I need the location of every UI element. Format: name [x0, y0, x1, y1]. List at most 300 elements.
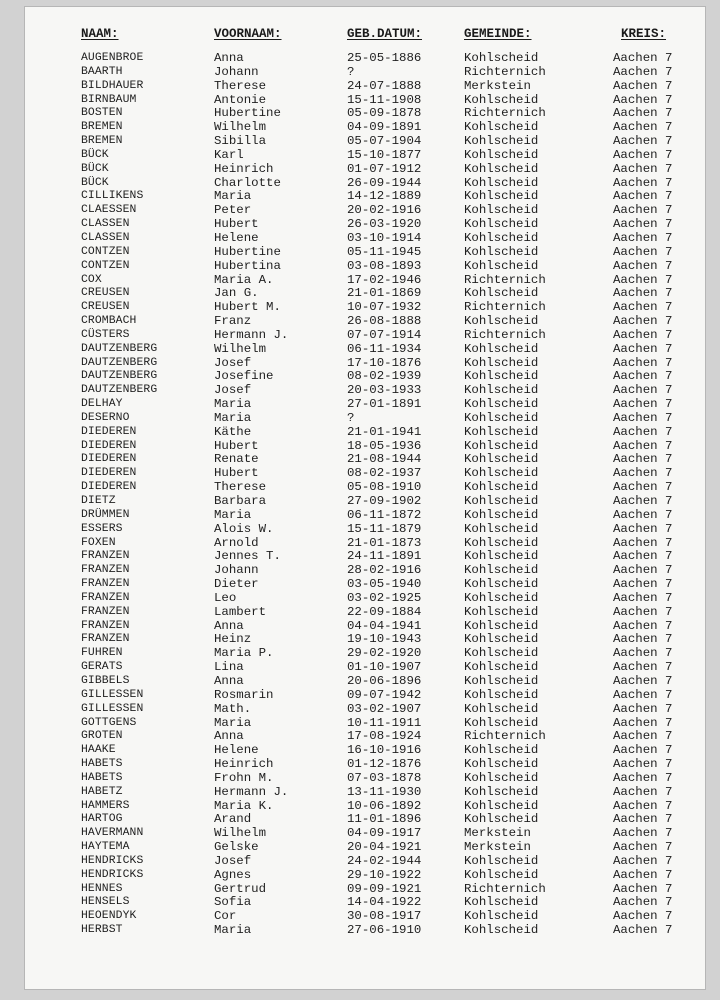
cell-gemeinde: Kohlscheid — [464, 230, 539, 245]
table-row — [25, 841, 705, 855]
cell-gemeinde: Kohlscheid — [464, 812, 539, 827]
table-row — [25, 606, 705, 620]
cell-geb-datum: 05-11-1945 — [347, 244, 422, 259]
cell-kreis: Aachen 7 — [613, 660, 673, 675]
cell-voornaam: Helene — [214, 230, 259, 245]
table-row — [25, 827, 705, 841]
cell-geb-datum: 10-07-1932 — [347, 300, 422, 315]
cell-voornaam: Maria — [214, 397, 252, 412]
table-row — [25, 703, 705, 717]
cell-kreis: Aachen 7 — [613, 618, 673, 633]
table-row — [25, 550, 705, 564]
cell-kreis: Aachen 7 — [613, 853, 673, 868]
cell-naam: FRANZEN — [81, 564, 130, 577]
cell-voornaam: Jennes T. — [214, 549, 281, 564]
cell-geb-datum: 05-09-1878 — [347, 106, 422, 121]
cell-voornaam: Arand — [214, 812, 252, 827]
cell-kreis: Aachen 7 — [613, 881, 673, 896]
table-row — [25, 855, 705, 869]
cell-kreis: Aachen 7 — [613, 92, 673, 107]
cell-geb-datum: 08-02-1937 — [347, 466, 422, 481]
cell-gemeinde: Kohlscheid — [464, 784, 539, 799]
cell-geb-datum: 26-08-1888 — [347, 314, 422, 329]
cell-geb-datum: 07-07-1914 — [347, 327, 422, 342]
cell-kreis: Aachen 7 — [613, 826, 673, 841]
cell-gemeinde: Kohlscheid — [464, 189, 539, 204]
table-row — [25, 772, 705, 786]
cell-naam: DIEDEREN — [81, 467, 137, 480]
cell-gemeinde: Merkstein — [464, 840, 531, 855]
cell-geb-datum: 21-08-1944 — [347, 452, 422, 467]
cell-gemeinde: Kohlscheid — [464, 92, 539, 107]
table-row — [25, 620, 705, 634]
cell-geb-datum: 06-11-1872 — [347, 507, 422, 522]
cell-voornaam: Anna — [214, 618, 244, 633]
cell-naam: FRANZEN — [81, 578, 130, 591]
cell-naam: BÜCK — [81, 162, 109, 175]
table-row — [25, 107, 705, 121]
cell-geb-datum: 24-02-1944 — [347, 853, 422, 868]
cell-gemeinde: Kohlscheid — [464, 757, 539, 772]
table-row — [25, 177, 705, 191]
cell-geb-datum: 09-09-1921 — [347, 881, 422, 896]
cell-naam: HERBST — [81, 924, 123, 937]
cell-naam: HABETS — [81, 758, 123, 771]
table-row — [25, 924, 705, 938]
cell-voornaam: Jan G. — [214, 286, 259, 301]
cell-kreis: Aachen 7 — [613, 701, 673, 716]
cell-geb-datum: 09-07-1942 — [347, 687, 422, 702]
table-row — [25, 232, 705, 246]
cell-naam: CÜSTERS — [81, 328, 130, 341]
cell-gemeinde: Kohlscheid — [464, 355, 539, 370]
cell-gemeinde: Kohlscheid — [464, 895, 539, 910]
cell-kreis: Aachen 7 — [613, 175, 673, 190]
cell-gemeinde: Kohlscheid — [464, 853, 539, 868]
cell-naam: HABETZ — [81, 785, 123, 798]
cell-naam: BÜCK — [81, 148, 109, 161]
cell-voornaam: Rosmarin — [214, 687, 274, 702]
cell-kreis: Aachen 7 — [613, 147, 673, 162]
cell-geb-datum: 10-06-1892 — [347, 798, 422, 813]
cell-geb-datum: 21-01-1869 — [347, 286, 422, 301]
cell-geb-datum: 27-06-1910 — [347, 923, 422, 938]
cell-kreis: Aachen 7 — [613, 203, 673, 218]
cell-geb-datum: 04-09-1917 — [347, 826, 422, 841]
cell-gemeinde: Richternich — [464, 729, 546, 744]
cell-gemeinde: Kohlscheid — [464, 923, 539, 938]
cell-naam: DAUTZENBERG — [81, 370, 158, 383]
cell-voornaam: Maria — [214, 507, 252, 522]
cell-geb-datum: 20-06-1896 — [347, 673, 422, 688]
cell-gemeinde: Kohlscheid — [464, 161, 539, 176]
table-row — [25, 661, 705, 675]
table-row — [25, 675, 705, 689]
cell-geb-datum: 04-04-1941 — [347, 618, 422, 633]
header-geb-datum: GEB.DATUM: — [347, 27, 423, 41]
cell-kreis: Aachen 7 — [613, 632, 673, 647]
cell-gemeinde: Kohlscheid — [464, 673, 539, 688]
cell-kreis: Aachen 7 — [613, 507, 673, 522]
cell-kreis: Aachen 7 — [613, 729, 673, 744]
cell-voornaam: Maria — [214, 923, 252, 938]
cell-voornaam: Wilhelm — [214, 341, 267, 356]
cell-voornaam: Wilhelm — [214, 826, 267, 841]
cell-naam: AUGENBROE — [81, 52, 144, 64]
table-row — [25, 52, 705, 66]
cell-naam: FRANZEN — [81, 619, 130, 632]
table-row — [25, 190, 705, 204]
cell-geb-datum: 29-02-1920 — [347, 646, 422, 661]
table-body — [25, 52, 705, 938]
cell-gemeinde: Kohlscheid — [464, 604, 539, 619]
table-row — [25, 564, 705, 578]
cell-geb-datum: 13-11-1930 — [347, 784, 422, 799]
table-row — [25, 758, 705, 772]
cell-naam: GIBBELS — [81, 674, 130, 687]
cell-gemeinde: Kohlscheid — [464, 175, 539, 190]
cell-naam: DAUTZENBERG — [81, 356, 158, 369]
cell-gemeinde: Kohlscheid — [464, 217, 539, 232]
cell-naam: GILLESSEN — [81, 688, 144, 701]
table-row — [25, 592, 705, 606]
cell-gemeinde: Kohlscheid — [464, 120, 539, 135]
cell-voornaam: Hubertine — [214, 106, 281, 121]
cell-gemeinde: Kohlscheid — [464, 314, 539, 329]
cell-gemeinde: Richternich — [464, 881, 546, 896]
cell-naam: DIEDEREN — [81, 425, 137, 438]
table-row — [25, 537, 705, 551]
cell-kreis: Aachen 7 — [613, 895, 673, 910]
cell-gemeinde: Kohlscheid — [464, 618, 539, 633]
table-row — [25, 135, 705, 149]
cell-gemeinde: Kohlscheid — [464, 660, 539, 675]
cell-naam: DRÜMMEN — [81, 508, 130, 521]
cell-voornaam: Josefine — [214, 369, 274, 384]
cell-geb-datum: 26-09-1944 — [347, 175, 422, 190]
table-row — [25, 412, 705, 426]
cell-naam: BILDHAUER — [81, 79, 144, 92]
cell-voornaam: Anna — [214, 729, 244, 744]
cell-kreis: Aachen 7 — [613, 867, 673, 882]
table-row — [25, 453, 705, 467]
cell-gemeinde: Kohlscheid — [464, 51, 539, 65]
cell-gemeinde: Richternich — [464, 106, 546, 121]
cell-kreis: Aachen 7 — [613, 549, 673, 564]
cell-kreis: Aachen 7 — [613, 590, 673, 605]
cell-gemeinde: Kohlscheid — [464, 369, 539, 384]
cell-voornaam: Maria K. — [214, 798, 274, 813]
table-row — [25, 426, 705, 440]
cell-naam: HENDRICKS — [81, 854, 144, 867]
cell-geb-datum: 28-02-1916 — [347, 563, 422, 578]
cell-gemeinde: Kohlscheid — [464, 687, 539, 702]
cell-naam: CREUSEN — [81, 301, 130, 314]
cell-naam: FUHREN — [81, 647, 123, 660]
cell-voornaam: Lambert — [214, 604, 267, 619]
cell-voornaam: Alois W. — [214, 521, 274, 536]
cell-geb-datum: 30-08-1917 — [347, 909, 422, 924]
cell-geb-datum: 18-05-1936 — [347, 438, 422, 453]
cell-naam: HARTOG — [81, 813, 123, 826]
cell-kreis: Aachen 7 — [613, 687, 673, 702]
cell-gemeinde: Richternich — [464, 64, 546, 79]
table-row — [25, 80, 705, 94]
cell-naam: GROTEN — [81, 730, 123, 743]
cell-geb-datum: 03-08-1893 — [347, 258, 422, 273]
table-row — [25, 869, 705, 883]
cell-gemeinde: Kohlscheid — [464, 203, 539, 218]
table-row — [25, 315, 705, 329]
cell-naam: BAARTH — [81, 65, 123, 78]
cell-voornaam: Hubert — [214, 438, 259, 453]
cell-naam: HENDRICKS — [81, 868, 144, 881]
cell-kreis: Aachen 7 — [613, 424, 673, 439]
header-naam: NAAM: — [81, 27, 119, 41]
cell-naam: ESSERS — [81, 522, 123, 535]
table-row — [25, 66, 705, 80]
table-row — [25, 717, 705, 731]
cell-gemeinde: Kohlscheid — [464, 535, 539, 550]
cell-geb-datum: 19-10-1943 — [347, 632, 422, 647]
cell-voornaam: Heinrich — [214, 757, 274, 772]
cell-voornaam: Therese — [214, 78, 267, 93]
cell-gemeinde: Kohlscheid — [464, 646, 539, 661]
cell-gemeinde: Kohlscheid — [464, 452, 539, 467]
document-page — [24, 6, 706, 990]
cell-kreis: Aachen 7 — [613, 134, 673, 149]
table-row — [25, 744, 705, 758]
cell-kreis: Aachen 7 — [613, 923, 673, 938]
cell-kreis: Aachen 7 — [613, 272, 673, 287]
cell-gemeinde: Kohlscheid — [464, 494, 539, 508]
cell-kreis: Aachen 7 — [613, 715, 673, 730]
cell-geb-datum: 10-11-1911 — [347, 715, 422, 730]
table-row — [25, 246, 705, 260]
cell-voornaam: Hubert M. — [214, 300, 281, 315]
cell-voornaam: Johann — [214, 64, 259, 79]
cell-kreis: Aachen 7 — [613, 743, 673, 758]
cell-naam: FRANZEN — [81, 605, 130, 618]
table-row — [25, 896, 705, 910]
table-row — [25, 287, 705, 301]
cell-gemeinde: Kohlscheid — [464, 798, 539, 813]
cell-kreis: Aachen 7 — [613, 258, 673, 273]
cell-kreis: Aachen 7 — [613, 161, 673, 176]
cell-naam: HAVERMANN — [81, 827, 144, 840]
cell-geb-datum: 15-11-1908 — [347, 92, 422, 107]
cell-voornaam: Charlotte — [214, 175, 281, 190]
cell-voornaam: Josef — [214, 355, 252, 370]
cell-geb-datum: 15-10-1877 — [347, 147, 422, 162]
cell-gemeinde: Kohlscheid — [464, 397, 539, 412]
cell-kreis: Aachen 7 — [613, 341, 673, 356]
cell-gemeinde: Kohlscheid — [464, 521, 539, 536]
cell-geb-datum: 25-05-1886 — [347, 51, 422, 65]
cell-kreis: Aachen 7 — [613, 784, 673, 799]
cell-gemeinde: Kohlscheid — [464, 590, 539, 605]
cell-kreis: Aachen 7 — [613, 106, 673, 121]
header-kreis: KREIS: — [621, 27, 667, 41]
cell-geb-datum: 08-02-1939 — [347, 369, 422, 384]
cell-kreis: Aachen 7 — [613, 355, 673, 370]
cell-voornaam: Anna — [214, 51, 244, 65]
cell-kreis: Aachen 7 — [613, 244, 673, 259]
cell-kreis: Aachen 7 — [613, 452, 673, 467]
cell-naam: CREUSEN — [81, 287, 130, 300]
cell-voornaam: Lina — [214, 660, 244, 675]
cell-voornaam: Sofia — [214, 895, 252, 910]
cell-kreis: Aachen 7 — [613, 757, 673, 772]
cell-geb-datum: 01-10-1907 — [347, 660, 422, 675]
cell-kreis: Aachen 7 — [613, 64, 673, 79]
cell-voornaam: Dieter — [214, 577, 259, 592]
cell-voornaam: Frohn M. — [214, 770, 274, 785]
cell-voornaam: Hubert — [214, 217, 259, 232]
cell-naam: BÜCK — [81, 176, 109, 189]
cell-voornaam: Heinz — [214, 632, 252, 647]
cell-naam: CONTZEN — [81, 259, 130, 272]
cell-naam: CLASSEN — [81, 218, 130, 231]
cell-geb-datum: 03-02-1907 — [347, 701, 422, 716]
cell-naam: GILLESSEN — [81, 702, 144, 715]
cell-voornaam: Hubertina — [214, 258, 281, 273]
cell-kreis: Aachen 7 — [613, 51, 673, 65]
cell-naam: FRANZEN — [81, 633, 130, 646]
cell-kreis: Aachen 7 — [613, 410, 673, 425]
table-row — [25, 910, 705, 924]
cell-voornaam: Renate — [214, 452, 259, 467]
cell-geb-datum: 11-01-1896 — [347, 812, 422, 827]
table-row — [25, 786, 705, 800]
cell-geb-datum: 22-09-1884 — [347, 604, 422, 619]
cell-naam: DAUTZENBERG — [81, 342, 158, 355]
cell-geb-datum: 14-04-1922 — [347, 895, 422, 910]
cell-kreis: Aachen 7 — [613, 438, 673, 453]
cell-kreis: Aachen 7 — [613, 646, 673, 661]
cell-kreis: Aachen 7 — [613, 189, 673, 204]
cell-kreis: Aachen 7 — [613, 494, 673, 508]
cell-voornaam: Hubert — [214, 466, 259, 481]
cell-kreis: Aachen 7 — [613, 230, 673, 245]
cell-kreis: Aachen 7 — [613, 314, 673, 329]
table-row — [25, 523, 705, 537]
cell-naam: DELHAY — [81, 398, 123, 411]
table-row — [25, 730, 705, 744]
cell-naam: COX — [81, 273, 102, 286]
table-row — [25, 384, 705, 398]
cell-kreis: Aachen 7 — [613, 521, 673, 536]
table-row — [25, 274, 705, 288]
cell-voornaam: Sibilla — [214, 134, 267, 149]
cell-kreis: Aachen 7 — [613, 535, 673, 550]
table-row — [25, 370, 705, 384]
table-row — [25, 260, 705, 274]
cell-kreis: Aachen 7 — [613, 577, 673, 592]
cell-naam: BREMEN — [81, 135, 123, 148]
cell-voornaam: Maria A. — [214, 272, 274, 287]
table-row — [25, 578, 705, 592]
cell-geb-datum: ? — [347, 64, 355, 79]
cell-geb-datum: 24-11-1891 — [347, 549, 422, 564]
cell-kreis: Aachen 7 — [613, 798, 673, 813]
cell-kreis: Aachen 7 — [613, 300, 673, 315]
cell-kreis: Aachen 7 — [613, 909, 673, 924]
cell-kreis: Aachen 7 — [613, 563, 673, 578]
cell-geb-datum: 21-01-1873 — [347, 535, 422, 550]
cell-voornaam: Maria P. — [214, 646, 274, 661]
cell-geb-datum: 20-03-1933 — [347, 383, 422, 398]
cell-geb-datum: 03-10-1914 — [347, 230, 422, 245]
cell-gemeinde: Kohlscheid — [464, 563, 539, 578]
cell-kreis: Aachen 7 — [613, 369, 673, 384]
cell-naam: FOXEN — [81, 536, 116, 549]
cell-gemeinde: Richternich — [464, 272, 546, 287]
table-row — [25, 509, 705, 523]
header-gemeinde: GEMEINDE: — [464, 27, 532, 41]
cell-geb-datum: 27-01-1891 — [347, 397, 422, 412]
cell-naam: BIRNBAUM — [81, 93, 137, 106]
table-row — [25, 495, 705, 509]
table-row — [25, 440, 705, 454]
cell-geb-datum: 21-01-1941 — [347, 424, 422, 439]
table-row — [25, 204, 705, 218]
cell-naam: BOSTEN — [81, 107, 123, 120]
cell-gemeinde: Kohlscheid — [464, 410, 539, 425]
cell-naam: GERATS — [81, 661, 123, 674]
table-row — [25, 149, 705, 163]
cell-voornaam: Agnes — [214, 867, 252, 882]
cell-voornaam: Cor — [214, 909, 237, 924]
cell-geb-datum: 24-07-1888 — [347, 78, 422, 93]
cell-voornaam: Wilhelm — [214, 120, 267, 135]
cell-kreis: Aachen 7 — [613, 673, 673, 688]
cell-kreis: Aachen 7 — [613, 327, 673, 342]
cell-naam: GOTTGENS — [81, 716, 137, 729]
cell-gemeinde: Kohlscheid — [464, 147, 539, 162]
table-row — [25, 121, 705, 135]
cell-naam: HAAKE — [81, 744, 116, 757]
cell-voornaam: Heinrich — [214, 161, 274, 176]
cell-kreis: Aachen 7 — [613, 466, 673, 481]
cell-geb-datum: 07-03-1878 — [347, 770, 422, 785]
cell-gemeinde: Kohlscheid — [464, 909, 539, 924]
table-row — [25, 343, 705, 357]
cell-naam: HAYTEMA — [81, 841, 130, 854]
cell-gemeinde: Richternich — [464, 300, 546, 315]
cell-naam: HEOENDYK — [81, 910, 137, 923]
cell-geb-datum: 27-09-1902 — [347, 494, 422, 508]
cell-naam: HABETS — [81, 771, 123, 784]
cell-gemeinde: Kohlscheid — [464, 770, 539, 785]
cell-geb-datum: 05-08-1910 — [347, 480, 422, 495]
cell-kreis: Aachen 7 — [613, 770, 673, 785]
cell-voornaam: Antonie — [214, 92, 267, 107]
cell-gemeinde: Kohlscheid — [464, 507, 539, 522]
cell-naam: CONTZEN — [81, 245, 130, 258]
cell-naam: DIETZ — [81, 495, 116, 507]
table-row — [25, 94, 705, 108]
cell-geb-datum: 29-10-1922 — [347, 867, 422, 882]
cell-voornaam: Arnold — [214, 535, 259, 550]
table-row — [25, 883, 705, 897]
table-row — [25, 813, 705, 827]
cell-kreis: Aachen 7 — [613, 480, 673, 495]
cell-naam: CROMBACH — [81, 315, 137, 328]
cell-gemeinde: Kohlscheid — [464, 438, 539, 453]
cell-geb-datum: 03-02-1925 — [347, 590, 422, 605]
cell-voornaam: Hermann J. — [214, 327, 289, 342]
